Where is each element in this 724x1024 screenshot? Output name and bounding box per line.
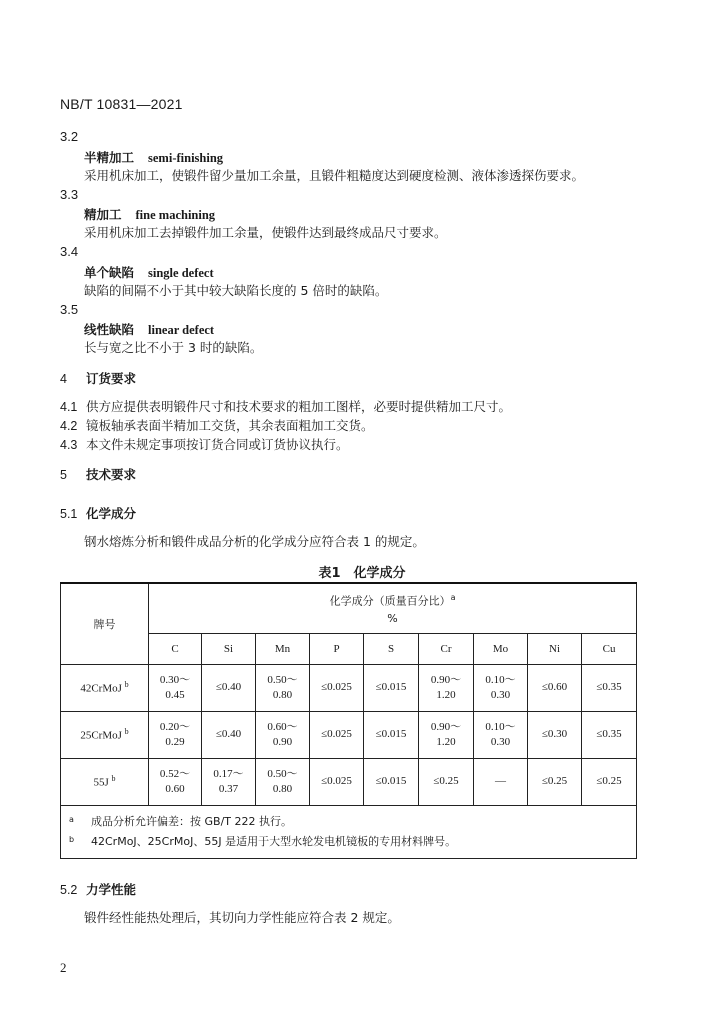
composition-cell	[528, 711, 582, 758]
paragraph: 钢水熔炼分析和锻件成品分析的化学成分应符合表 1 的规定。	[84, 534, 425, 549]
composition-cell	[256, 711, 310, 758]
clause	[60, 397, 511, 415]
term-en: linear defect	[148, 323, 215, 337]
cell-value: 0.30	[490, 735, 511, 748]
note-text: 42CrMoJ、25CrMoJ、55J 是适用于大型水轮发电机镜板的专用材料牌号。	[91, 834, 457, 848]
section-heading	[60, 369, 136, 387]
composition-cell	[582, 711, 637, 758]
term-title	[84, 148, 223, 166]
section-title: 技术要求	[86, 467, 137, 482]
brand-name: 42CrMoJ	[80, 682, 122, 695]
term-zh: 线性缺陷	[84, 322, 135, 337]
brand-cell	[61, 758, 149, 805]
composition-cell	[364, 758, 419, 805]
clause-number: 4.2	[60, 419, 78, 433]
composition-cell	[256, 664, 310, 711]
term-zh: 精加工	[84, 207, 122, 222]
brand-header: 牌号	[61, 583, 149, 664]
clause	[60, 435, 349, 453]
clause-number: 4.3	[60, 438, 78, 452]
term-definition: 缺陷的间隔不小于其中较大缺陷长度的 5 倍时的缺陷。	[84, 283, 388, 298]
term-definition: 采用机床加工去掉锻件加工余量，使锻件达到最终成品尺寸要求。	[84, 225, 447, 240]
element-header: Cu	[582, 633, 637, 664]
cell-value: ≤0.015	[375, 775, 407, 787]
subsection-title: 力学性能	[86, 882, 137, 897]
clause-text: 镜板轴承表面半精加工交货，其余表面粗加工交货。	[86, 418, 374, 433]
clause-number: 4.1	[60, 400, 78, 414]
composition-cell	[256, 758, 310, 805]
composition-cell	[310, 664, 364, 711]
cell-value: ≤0.25	[596, 775, 622, 787]
cell-value: ≤0.025	[321, 681, 352, 693]
element-header: Ni	[528, 633, 582, 664]
subsection-number: 5.2	[60, 883, 78, 897]
term-number: 3.4	[60, 244, 79, 259]
composition-cell	[474, 711, 528, 758]
clause-text: 本文件未规定事项按订货合同或订货协议执行。	[86, 437, 349, 452]
cell-value: 0.60～	[267, 720, 298, 733]
table-row	[61, 664, 637, 711]
term-en: single defect	[148, 266, 214, 280]
element-header: Mn	[256, 633, 310, 664]
term-en: semi-finishing	[148, 151, 224, 165]
term-zh: 半精加工	[84, 150, 135, 165]
cell-value: ≤0.40	[215, 728, 242, 740]
cell-value: ≤0.25	[541, 775, 568, 787]
clause	[60, 416, 374, 434]
cell-value: 0.50～	[267, 767, 298, 780]
subsection-heading	[60, 504, 136, 522]
composition-cell	[364, 664, 419, 711]
term-number: 3.2	[60, 129, 79, 144]
footnote-mark: a	[450, 593, 456, 603]
composition-cell	[202, 664, 256, 711]
term-definition: 采用机床加工，使锻件留少量加工余量，且锻件粗糙度达到硬度检测、液体渗透探伤要求。	[84, 168, 585, 183]
clause-text: 供方应提供表明锻件尺寸和技术要求的粗加工图样，必要时提供精加工尺寸。	[86, 399, 512, 414]
cell-value: 0.80	[272, 688, 293, 701]
brand-cell	[61, 711, 149, 758]
composition-cell	[582, 664, 637, 711]
cell-value: 0.30～	[159, 673, 191, 686]
element-header: Si	[202, 633, 256, 664]
term-number: 3.5	[60, 302, 79, 317]
term-zh: 单个缺陷	[84, 265, 135, 280]
cell-value: ≤0.35	[596, 681, 622, 693]
table-row	[61, 711, 637, 758]
composition-cell	[149, 664, 202, 711]
term-number: 3.3	[60, 187, 79, 202]
cell-value: 0.10～	[485, 720, 516, 733]
section-heading	[60, 465, 136, 483]
note-text: 成品分析允许偏差：按 GB/T 222 执行。	[91, 814, 292, 828]
cell-value: ≤0.015	[375, 681, 407, 693]
cell-value: ≤0.30	[541, 728, 568, 740]
element-header: C	[149, 633, 202, 664]
brand-name: 25CrMoJ	[80, 729, 122, 742]
section-title: 订货要求	[86, 371, 137, 386]
cell-value: 0.29	[165, 735, 185, 748]
brand-name: 55J	[93, 776, 109, 789]
cell-value: ≤0.35	[596, 728, 622, 740]
cell-value: ≤0.025	[321, 775, 352, 787]
composition-cell	[310, 758, 364, 805]
cell-value: ≤0.60	[541, 681, 568, 693]
composition-title: 化学成分（质量百分比）	[329, 595, 451, 609]
cell-value: 0.37	[218, 782, 239, 795]
term-title	[84, 320, 214, 338]
subsection-title: 化学成分	[86, 506, 137, 521]
element-header: S	[364, 633, 419, 664]
term-en: fine machining	[135, 208, 216, 222]
subsection-heading	[60, 880, 136, 898]
cell-value: 0.50～	[267, 673, 298, 686]
composition-cell	[419, 711, 474, 758]
cell-value: ≤0.015	[375, 728, 407, 740]
table-note	[69, 812, 628, 832]
cell-value: 0.90～	[430, 720, 462, 733]
chemical-composition-table	[60, 582, 637, 859]
composition-cell	[528, 664, 582, 711]
cell-value: ≤0.40	[215, 681, 242, 693]
cell-value: 0.60	[165, 782, 185, 795]
composition-header	[149, 583, 637, 633]
table-note	[69, 832, 628, 852]
subsection-number: 5.1	[60, 507, 78, 521]
note-mark: a	[69, 814, 74, 824]
section-number: 4	[60, 372, 67, 386]
composition-cell	[474, 758, 528, 805]
cell-value: 0.80	[272, 782, 293, 795]
composition-cell	[474, 664, 528, 711]
element-header: Mo	[474, 633, 528, 664]
term-title	[84, 263, 214, 281]
brand-cell	[61, 664, 149, 711]
section-number: 5	[60, 468, 67, 482]
cell-value: 1.20	[436, 688, 456, 701]
paragraph: 锻件经性能热处理后，其切向力学性能应符合表 2 规定。	[84, 910, 400, 925]
standard-code: NB/T 10831—2021	[60, 96, 183, 112]
note-mark: b	[69, 834, 75, 844]
composition-cell	[528, 758, 582, 805]
table-row	[61, 758, 637, 805]
unit-label: %	[387, 612, 398, 626]
cell-value: 1.20	[436, 735, 456, 748]
composition-cell	[582, 758, 637, 805]
table-caption: 表1 化学成分	[318, 566, 406, 581]
cell-value: 0.17～	[213, 767, 244, 780]
cell-value: ≤0.25	[433, 775, 459, 787]
composition-cell	[149, 758, 202, 805]
cell-value: —	[495, 775, 506, 787]
element-header: P	[310, 633, 364, 664]
cell-value: 0.30	[490, 688, 511, 701]
composition-cell	[364, 711, 419, 758]
cell-value: 0.20～	[159, 720, 191, 733]
composition-cell	[310, 711, 364, 758]
term-title	[84, 205, 215, 223]
table-notes	[61, 805, 637, 858]
cell-value: 0.90～	[430, 673, 462, 686]
element-header: Cr	[419, 633, 474, 664]
composition-cell	[419, 758, 474, 805]
cell-value: 0.90	[272, 735, 293, 748]
cell-value: 0.52～	[159, 767, 191, 780]
composition-cell	[419, 664, 474, 711]
cell-value: ≤0.025	[321, 728, 352, 740]
term-definition: 长与宽之比不小于 3 时的缺陷。	[84, 340, 263, 355]
footnote-mark: b	[124, 727, 129, 737]
cell-value: 0.10～	[485, 673, 516, 686]
composition-cell	[202, 711, 256, 758]
composition-cell	[202, 758, 256, 805]
composition-cell	[149, 711, 202, 758]
page-number: 2	[60, 960, 67, 975]
footnote-mark: b	[111, 774, 116, 784]
cell-value: 0.45	[165, 688, 185, 701]
footnote-mark: b	[124, 680, 129, 690]
